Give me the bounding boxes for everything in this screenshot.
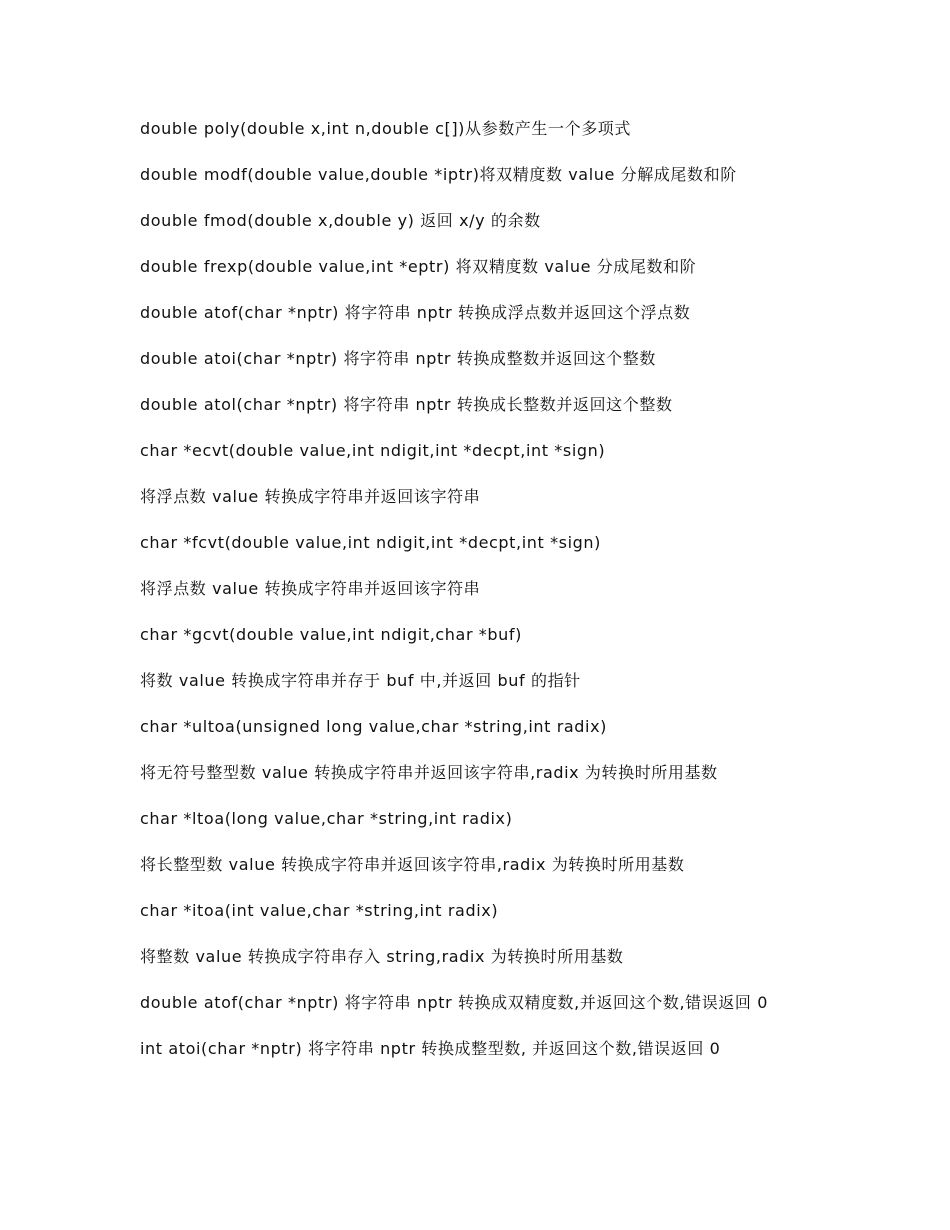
text-line: 将数 value 转换成字符串并存于 buf 中,并返回 buf 的指针: [140, 671, 581, 690]
text-line: double fmod(double x,double y) 返回 x/y 的余数: [140, 211, 541, 230]
text-line: double atof(char *nptr) 将字符串 nptr 转换成双精度数,并返回这个数,错误返回 0: [140, 993, 769, 1012]
text-line: char *fcvt(double value,int ndigit,int *decpt,int *sign): [140, 533, 601, 552]
text-line: double atol(char *nptr) 将字符串 nptr 转换成长整数并返回这个整数: [140, 395, 673, 414]
text-line: 将无符号整型数 value 转换成字符串并返回该字符串,radix 为转换时所用基数: [140, 763, 718, 782]
text-line: double atof(char *nptr) 将字符串 nptr 转换成浮点数并返回这个浮点数: [140, 303, 691, 322]
text-line: char *ultoa(unsigned long value,char *string,int radix): [140, 717, 608, 736]
text-line: double atoi(char *nptr) 将字符串 nptr 转换成整数并返回这个整数: [140, 349, 656, 368]
text-line: double modf(double value,double *iptr)将双精度数 value 分解成尾数和阶: [140, 165, 737, 184]
text-line: char *ltoa(long value,char *string,int radix): [140, 809, 513, 828]
document-body: [140, 115, 810, 1081]
text-line: 将长整型数 value 转换成字符串并返回该字符串,radix 为转换时所用基数: [140, 855, 685, 874]
text-line: char *itoa(int value,char *string,int radix): [140, 901, 499, 920]
text-line: 将整数 value 转换成字符串存入 string,radix 为转换时所用基数: [140, 947, 624, 966]
text-line: double poly(double x,int n,double c[])从参数产生一个多项式: [140, 119, 632, 138]
text-line: char *ecvt(double value,int ndigit,int *decpt,int *sign): [140, 441, 606, 460]
text-line: char *gcvt(double value,int ndigit,char *buf): [140, 625, 522, 644]
text-line: int atoi(char *nptr) 将字符串 nptr 转换成整型数, 并返回这个数,错误返回 0: [140, 1039, 721, 1058]
text-line: 将浮点数 value 转换成字符串并返回该字符串: [140, 579, 481, 598]
text-line: double frexp(double value,int *eptr) 将双精度数 value 分成尾数和阶: [140, 257, 697, 276]
text-line: 将浮点数 value 转换成字符串并返回该字符串: [140, 487, 481, 506]
